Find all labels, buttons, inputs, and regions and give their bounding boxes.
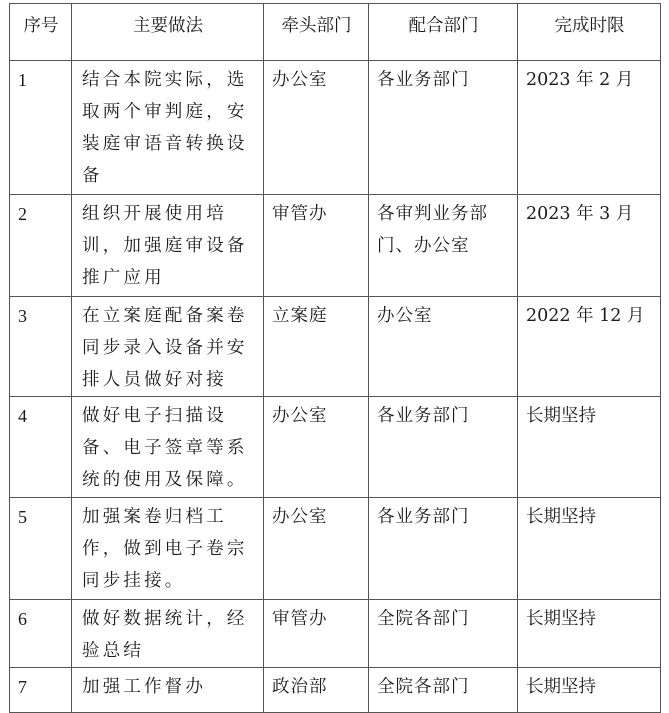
- cell-lead-dept: 审管办: [264, 195, 369, 297]
- table-row: [10, 297, 661, 397]
- cell-no: 4: [10, 397, 72, 498]
- cell-coop-dept: 全院各部门: [369, 600, 518, 668]
- cell-deadline: 2023 年 2 月: [518, 61, 661, 195]
- table-row: [10, 668, 661, 713]
- cell-coop-dept: 全院各部门: [369, 668, 518, 713]
- cell-deadline: 长期坚持: [518, 668, 661, 713]
- cell-measure: 在立案庭配备案卷同步录入设备并安排人员做好对接: [72, 297, 264, 397]
- table-row: [10, 61, 661, 195]
- cell-no: 2: [10, 195, 72, 297]
- cell-lead-dept: 办公室: [264, 397, 369, 498]
- cell-measure: 组织开展使用培训，加强庭审设备推广应用: [72, 195, 264, 297]
- cell-lead-dept: 立案庭: [264, 297, 369, 397]
- cell-coop-dept: 各业务部门: [369, 61, 518, 195]
- header-row: [10, 4, 661, 61]
- cell-no: 3: [10, 297, 72, 397]
- table-row: [10, 195, 661, 297]
- cell-coop-dept: 各审判业务部门、办公室: [369, 195, 518, 297]
- table-row: [10, 600, 661, 668]
- cell-measure: 做好数据统计，经验总结: [72, 600, 264, 668]
- cell-deadline: 2023 年 3 月: [518, 195, 661, 297]
- cell-no: 7: [10, 668, 72, 713]
- table-row: [10, 498, 661, 600]
- cell-coop-dept: 办公室: [369, 297, 518, 397]
- cell-deadline: 长期坚持: [518, 498, 661, 600]
- cell-measure: 加强案卷归档工作，做到电子卷宗同步挂接。: [72, 498, 264, 600]
- cell-coop-dept: 各业务部门: [369, 397, 518, 498]
- header-lead-dept: 牵头部门: [264, 4, 369, 61]
- cell-lead-dept: 政治部: [264, 668, 369, 713]
- table-row: [10, 397, 661, 498]
- header-coop-dept: 配合部门: [369, 4, 518, 61]
- cell-coop-dept: 各业务部门: [369, 498, 518, 600]
- cell-deadline: 2022 年 12 月: [518, 297, 661, 397]
- cell-measure: 做好电子扫描设备、电子签章等系统的使用及保障。: [72, 397, 264, 498]
- cell-deadline: 长期坚持: [518, 600, 661, 668]
- cell-no: 1: [10, 61, 72, 195]
- cell-measure: 加强工作督办: [72, 668, 264, 713]
- cell-lead-dept: 办公室: [264, 498, 369, 600]
- header-measure: 主要做法: [72, 4, 264, 61]
- cell-deadline: 长期坚持: [518, 397, 661, 498]
- cell-measure: 结合本院实际，选取两个审判庭，安装庭审语音转换设备: [72, 61, 264, 195]
- cell-lead-dept: 办公室: [264, 61, 369, 195]
- cell-no: 5: [10, 498, 72, 600]
- header-no: 序号: [10, 4, 72, 61]
- cell-lead-dept: 审管办: [264, 600, 369, 668]
- cell-no: 6: [10, 600, 72, 668]
- header-deadline: 完成时限: [518, 4, 661, 61]
- work-plan-table: [9, 3, 661, 713]
